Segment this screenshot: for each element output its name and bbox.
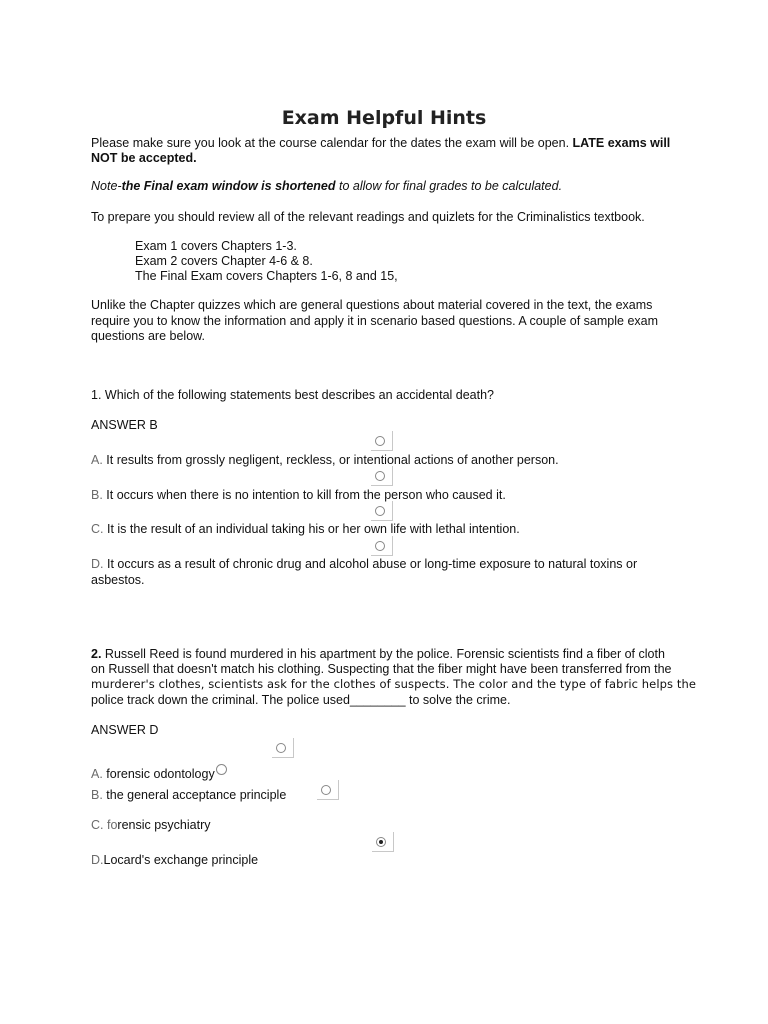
option-text-start: fo (103, 818, 118, 832)
q2-answer: ANSWER D (91, 723, 159, 737)
radio-icon (375, 436, 385, 446)
option-letter: B. (91, 488, 103, 502)
radio-icon (375, 506, 385, 516)
note-prefix: Note- (91, 179, 122, 193)
intro-line-2 (91, 150, 197, 166)
q2-option-a-radio[interactable] (272, 738, 294, 758)
option-letter: C. (91, 818, 104, 832)
option-text: It occurs as a result of chronic drug and alcohol abuse or long-time exposure to natural toxins or (103, 557, 638, 571)
q2-line-2: on Russell that doesn't match his clothing. Suspecting that the fiber might have been transferred from the (91, 662, 672, 676)
q2-option-d-radio[interactable] (372, 832, 394, 852)
option-text: Locard's exchange principle (103, 853, 259, 867)
option-letter: C. (91, 522, 104, 536)
q2-text: Russell Reed is found murdered in his apartment by the police. Forensic scientists find a fiber of cloth (101, 647, 665, 661)
intro-line-1 (91, 135, 670, 151)
q1-option-d-cont: asbestos. (91, 573, 145, 587)
option-letter: D. (91, 557, 104, 571)
q2-option-b-radio[interactable] (317, 780, 339, 800)
q1-question: 1. Which of the following statements best describes an accidental death? (91, 388, 495, 402)
option-letter: A. (91, 453, 103, 467)
q1-option-a-radio[interactable] (371, 431, 393, 451)
late-warning-2: NOT be accepted. (91, 151, 197, 165)
q2-option-a (91, 764, 227, 782)
note-suffix: to allow for final grades to be calculated. (335, 179, 563, 193)
q1-option-d (91, 556, 637, 572)
q1-option-d-radio[interactable] (371, 536, 393, 556)
q2-line-3: murderer's clothes, scientists ask for the clothes of suspects. The color and the type of fabric helps the (91, 677, 697, 691)
q2-line-4: police track down the criminal. The police used________ to solve the crime. (91, 693, 511, 707)
unlike-line-2: require you to know the information and apply it in scenario based questions. A couple of sample exam (91, 314, 659, 328)
option-text: It occurs when there is no intention to kill from the person who caused it. (102, 488, 506, 502)
option-letter: A. (91, 767, 103, 781)
exam-coverage-2: Exam 2 covers Chapter 4-6 & 8. (135, 254, 313, 268)
q2-option-d (91, 852, 258, 868)
option-text: forensic odontology (102, 767, 215, 781)
q2-option-c (91, 817, 211, 833)
radio-selected-icon (376, 837, 386, 847)
option-text-rest: rensic psychiatry (117, 818, 211, 832)
q2-line-1 (91, 646, 665, 662)
radio-icon (375, 541, 385, 551)
option-text: the general acceptance principle (102, 788, 287, 802)
q2-option-b (91, 787, 286, 803)
page-title: Exam Helpful Hints (281, 106, 487, 129)
exam-coverage-3: The Final Exam covers Chapters 1-6, 8 and 15, (135, 269, 398, 283)
q1-option-b-radio[interactable] (371, 466, 393, 486)
note-line (91, 178, 562, 194)
q1-option-a (91, 452, 559, 468)
exam-coverage-1: Exam 1 covers Chapters 1-3. (135, 239, 297, 253)
unlike-line-1: Unlike the Chapter quizzes which are general questions about material covered in the text, the exams (91, 298, 653, 312)
option-text: It is the result of an individual taking his or her own life with lethal intention. (103, 522, 520, 536)
radio-icon (321, 785, 331, 795)
note-bold: the Final exam window is shortened (121, 179, 336, 193)
q1-option-c-radio[interactable] (371, 501, 393, 521)
q2-number: 2. (91, 647, 102, 661)
radio-icon (375, 471, 385, 481)
radio-icon (276, 743, 286, 753)
intro-text: Please make sure you look at the course calendar for the dates the exam will be open. (91, 136, 570, 150)
q1-answer: ANSWER B (91, 418, 158, 432)
q1-option-b (91, 487, 506, 503)
late-warning-1: LATE exams will (572, 136, 671, 150)
option-text: It results from grossly negligent, reckless, or intentional actions of another person. (102, 453, 559, 467)
option-letter: B. (91, 788, 103, 802)
inline-radio-icon[interactable] (216, 764, 227, 775)
unlike-line-3: questions are below. (91, 329, 205, 343)
prepare-text: To prepare you should review all of the relevant readings and quizlets for the Criminalistics textbook. (91, 210, 645, 224)
option-letter: D. (91, 853, 104, 867)
q1-option-c (91, 521, 520, 537)
